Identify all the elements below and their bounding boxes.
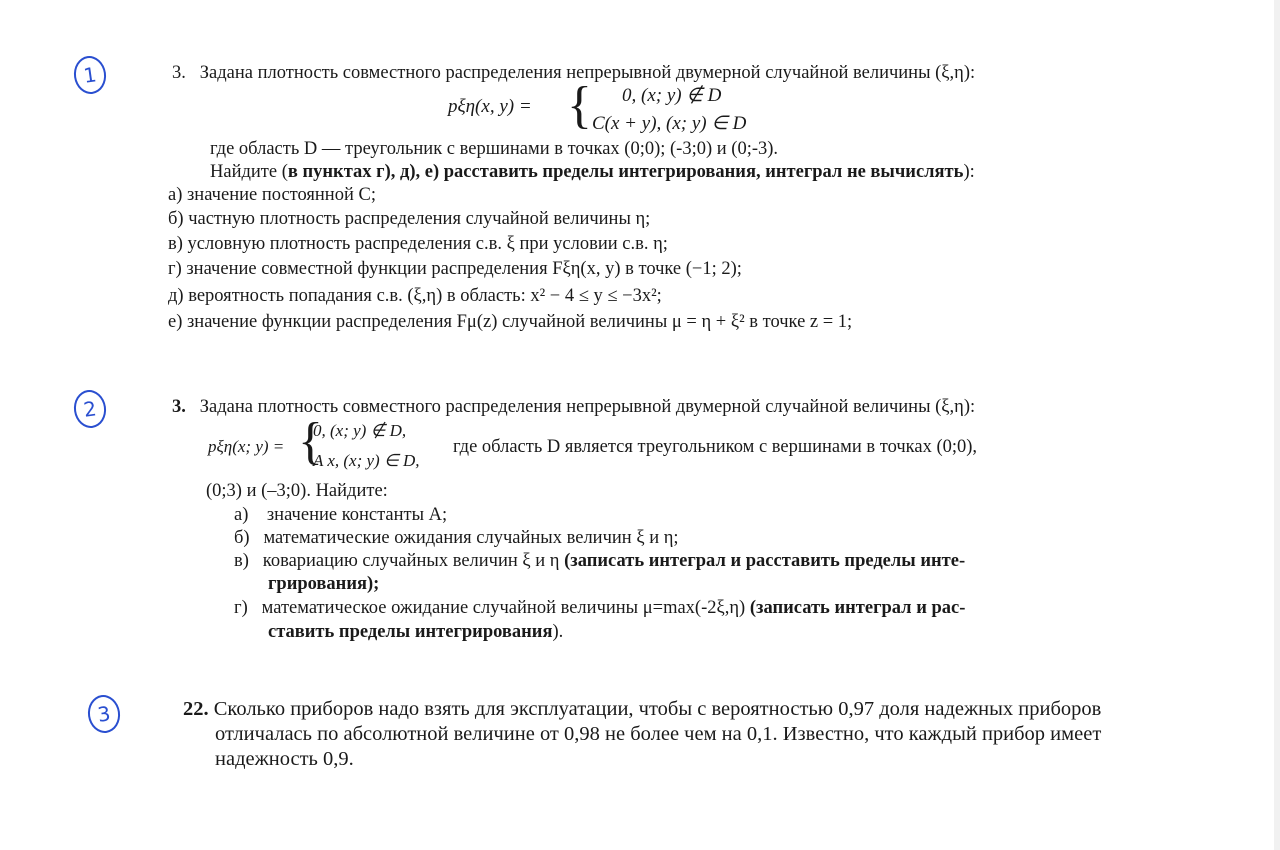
list-item: б) математические ожидания случайных величин ξ и η; [234,528,679,548]
continuation: (0;3) и (–3;0). Найдите: [206,481,388,501]
list-item: е) значение функции распределения Fμ(z) случайной величины μ = η + ξ² в точке z = 1; [168,312,853,332]
list-item: в) ковариацию случайных величин ξ и η (записать интеграл и расставить пределы инте- [234,551,966,571]
problem-title: Задана плотность совместного распределения непрерывной двумерной случайной величины (ξ,η): [199,397,976,417]
formula-case-1: 0, (x; y) ∉ D, [313,421,407,440]
domain-description: где область D является треугольником с вершинами в точках (0;0), [453,437,978,457]
list-item-continuation: грирования); [268,574,380,594]
marker-2: 2 [72,388,109,430]
formula-lhs: pξη(x; y) = [208,437,285,456]
list-item: д) вероятность попадания с.в. (ξ,η) в область: x² − 4 ≤ y ≤ −3x²; [168,286,662,306]
problem-text-line: надежность 0,9. [215,748,354,770]
problem-number: 3. [172,63,186,83]
instructions: Найдите (в пунктах г), д), е) расставить пределы интегрирования, интеграл не вычислять): [210,162,975,182]
list-item-continuation: ставить пределы интегрирования). [268,622,564,642]
list-item: б) частную плотность распределения случайной величины η; [168,209,651,229]
page-edge [1274,0,1280,850]
domain-description: где область D — треугольник с вершинами в точках (0;0); (-3;0) и (0;-3). [210,139,779,159]
list-item: г) значение совместной функции распределения Fξη(x, y) в точке (−1; 2); [168,259,742,279]
list-item: а) значение постоянной C; [168,185,376,205]
problem-text-line: Сколько приборов надо взять для эксплуатации, чтобы с вероятностью 0,97 доля надежных приборов [213,698,1102,720]
list-item: а) значение константы A; [234,505,448,525]
formula-case-2: C(x + y), (x; y) ∈ D [592,113,747,134]
marker-1: 1 [72,54,109,96]
formula-case-1: 0, (x; y) ∉ D [622,85,722,106]
list-item: в) условную плотность распределения с.в. ξ при условии с.в. η; [168,234,668,254]
formula-lhs: pξη(x, y) = [448,96,532,117]
formula-case-2: A x, (x; y) ∈ D, [313,451,420,470]
problem-title: Задана плотность совместного распределения непрерывной двумерной случайной величины (ξ,η): [199,63,976,83]
marker-3: 3 [86,693,123,735]
list-item: г) математическое ожидание случайной величины μ=max(-2ξ,η) (записать интеграл и рас- [234,598,966,618]
problem-number: 22. [183,698,209,720]
problem-text-line: отличалась по абсолютной величине от 0,98 не более чем на 0,1. Известно, что каждый прибор имеет [215,723,1102,745]
problem-number: 3. [172,397,186,417]
